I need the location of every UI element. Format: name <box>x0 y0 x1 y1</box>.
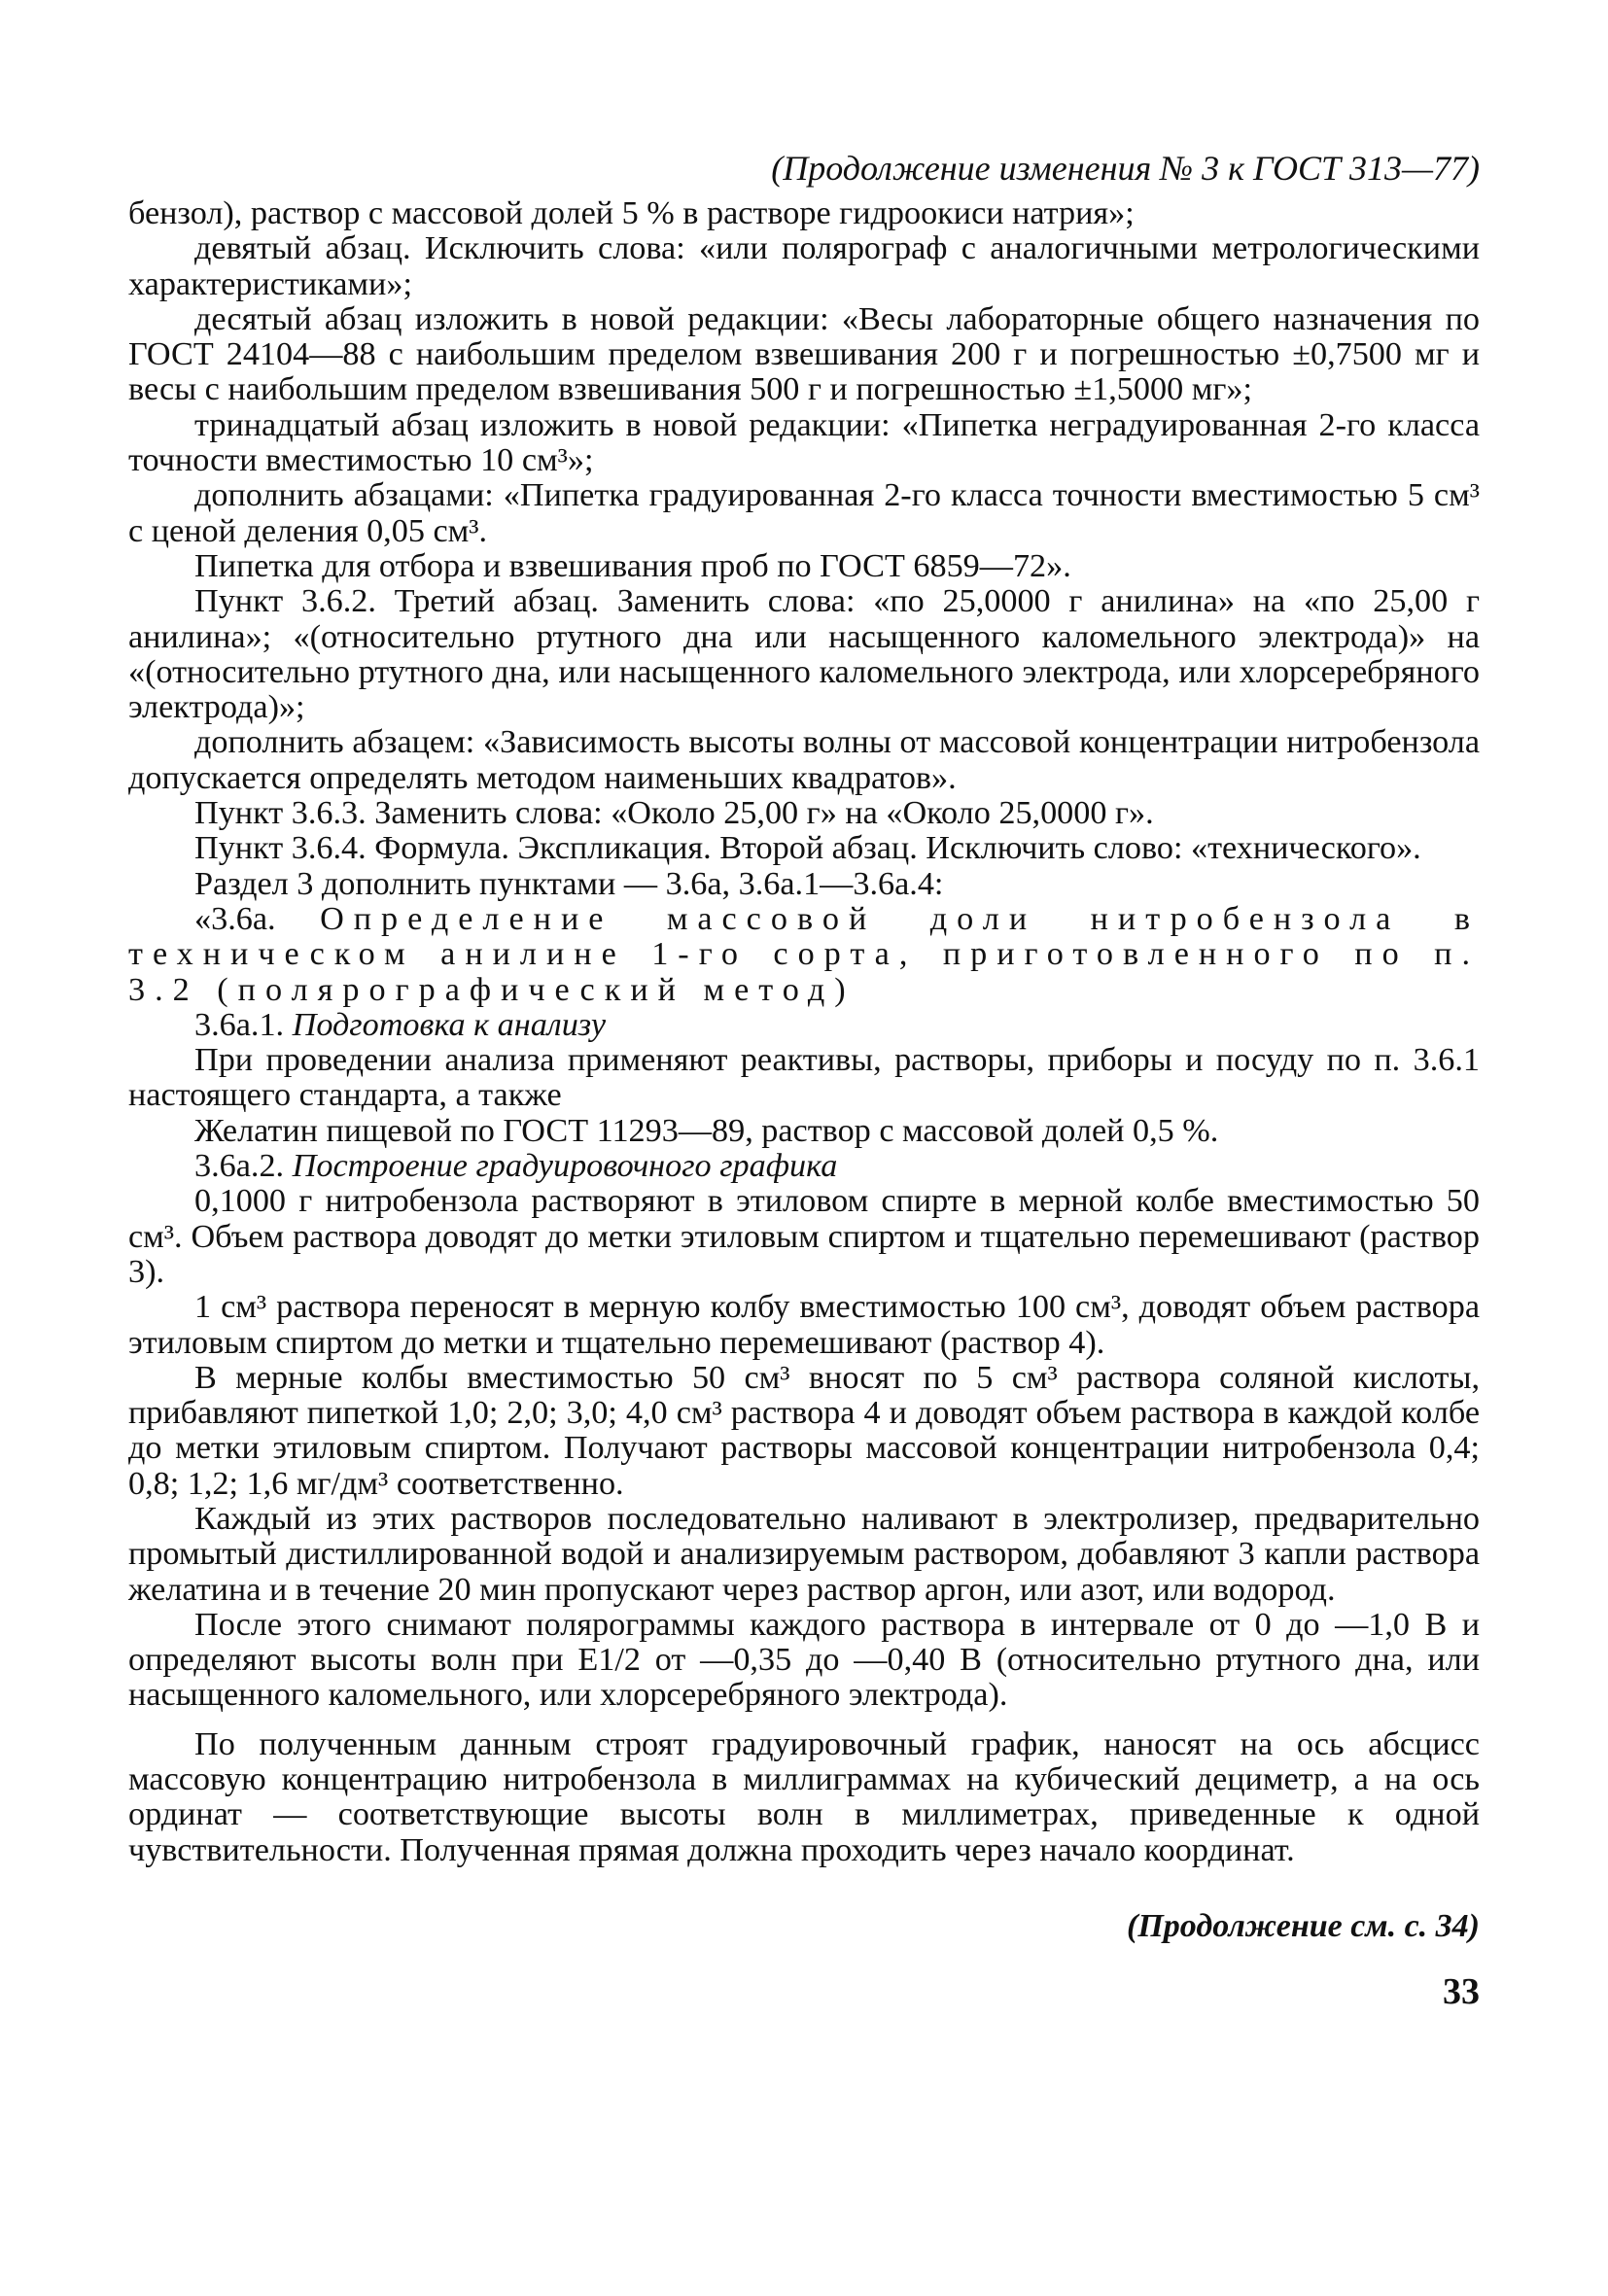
paragraph: Пипетка для отбора и взвешивания проб по ГОСТ 6859—72». <box>194 547 1071 584</box>
subsection-title: Построение градуировочного графика <box>292 1148 838 1185</box>
subsection-heading <box>128 1008 1480 1043</box>
subsection-number: 3.6а.2. <box>194 1148 285 1185</box>
paragraph: Раздел 3 дополнить пунктами — 3.6а, 3.6а.1—3.6а.4: <box>194 865 944 902</box>
paragraph: 0,1000 г нитробензола растворяют в этиловом спирте в мерной колбе вместимостью 50 см³. Объем раствора доводят до метки этиловым спиртом и тщательно перемешивают (раствор 3). <box>128 1183 1480 1290</box>
subsection-heading <box>128 1149 1480 1184</box>
paragraph: Пункт 3.6.4. Формула. Экспликация. Второй абзац. Исключить слово: «технического». <box>194 830 1421 867</box>
continuation-footer: (Продолжение см. с. 34) <box>1127 1907 1480 1944</box>
paragraph: Каждый из этих растворов последовательно наливают в электролизер, предварительно промытый дистиллированной водой и анализируемым раствором, добавляют 3 капли раствора желатина и в течение 20 мин пропускают через раствор аргон, или азот, или водород. <box>128 1500 1480 1608</box>
paragraph: При проведении анализа применяют реактивы, растворы, приборы и посуду по п. 3.6.1 настоящего стандарта, а также <box>128 1042 1480 1114</box>
paragraph: дополнить абзацами: «Пипетка градуированная 2-го класса точности вместимостью 5 см³ с ценой деления 0,05 см³. <box>128 477 1480 549</box>
paragraph: десятый абзац изложить в новой редакции: «Весы лабораторные общего назначения по ГОСТ 24104—88 с наибольшим пределом взвешивания 200 г и погрешностью ±0,7500 мг и весы с наибольшим пределом взвешивания 500 г и погрешностью ±1,5000 мг»; <box>128 300 1480 408</box>
paragraph: Пункт 3.6.3. Заменить слова: «Около 25,00 г» на «Около 25,0000 г». <box>194 795 1154 832</box>
subsection-title: Подготовка к анализу <box>292 1006 607 1043</box>
paragraph: девятый абзац. Исключить слова: «или полярограф с аналогичными метрологическими характеристиками»; <box>128 230 1480 302</box>
paragraph: дополнить абзацем: «Зависимость высоты волны от массовой концентрации нитробензола допускается определять методом наименьших квадратов». <box>128 724 1480 796</box>
paragraph: тринадцатый абзац изложить в новой редакции: «Пипетка неградуированная 2-го класса точности вместимостью 10 см³»; <box>128 406 1480 479</box>
page-number: 33 <box>1443 1970 1480 2012</box>
section-title: Определение массовой доли нитробензола в техническом анилине 1-го сорта, приготовленного по п. 3.2 (полярографический метод) <box>128 900 1481 1008</box>
section-number: «3.6а. <box>194 900 276 937</box>
subsection-number: 3.6а.1. <box>194 1006 285 1043</box>
paragraph: Пункт 3.6.2. Третий абзац. Заменить слова: «по 25,0000 г анилина» на «по 25,00 г анилина»; «(относительно ртутного дна или насыщенного каломельного электрода)» на «(относительно ртутного дна, или насыщенного каломельного электрода, или хлорсеребряного электрода)»; <box>128 583 1480 726</box>
section-heading <box>128 902 1480 1008</box>
document-page <box>128 146 1480 2014</box>
paragraph: В мерные колбы вместимостью 50 см³ вносят по 5 см³ раствора соляной кислоты, прибавляют пипеткой 1,0; 2,0; 3,0; 4,0 см³ раствора 4 и доводят объем раствора в каждой колбе до метки этиловым спиртом. Получают растворы массовой концентрации нитробензола 0,4; 0,8; 1,2; 1,6 мг/дм³ соответственно. <box>128 1359 1480 1502</box>
paragraph: По полученным данным строят градуировочный график, наносят на ось абсцисс массовую концентрацию нитробензола в миллиграммах на кубический дециметр, а на ось ординат — соответствующие высоты волн в миллиметрах, приведенные к одной чувствительности. Полученная прямая должна проходить через начало координат. <box>128 1725 1480 1868</box>
paragraph: После этого снимают полярограммы каждого раствора в интервале от 0 до —1,0 В и определяют высоты волн при E1/2 от —0,35 до —0,40 В (относительно ртутного дна, или насыщенного каломельного, или хлорсеребряного электрода). <box>128 1606 1480 1714</box>
paragraph: бензол), раствор с массовой долей 5 % в растворе гидроокиси натрия»; <box>128 195 1135 231</box>
paragraph: 1 см³ раствора переносят в мерную колбу вместимостью 100 см³, доводят объем раствора этиловым спиртом до метки и тщательно перемешивают (раствор 4). <box>128 1289 1480 1361</box>
continuation-header: (Продолжение изменения № 3 к ГОСТ 313—77) <box>771 149 1480 188</box>
paragraph: Желатин пищевой по ГОСТ 11293—89, раствор с массовой долей 0,5 %. <box>194 1112 1219 1149</box>
